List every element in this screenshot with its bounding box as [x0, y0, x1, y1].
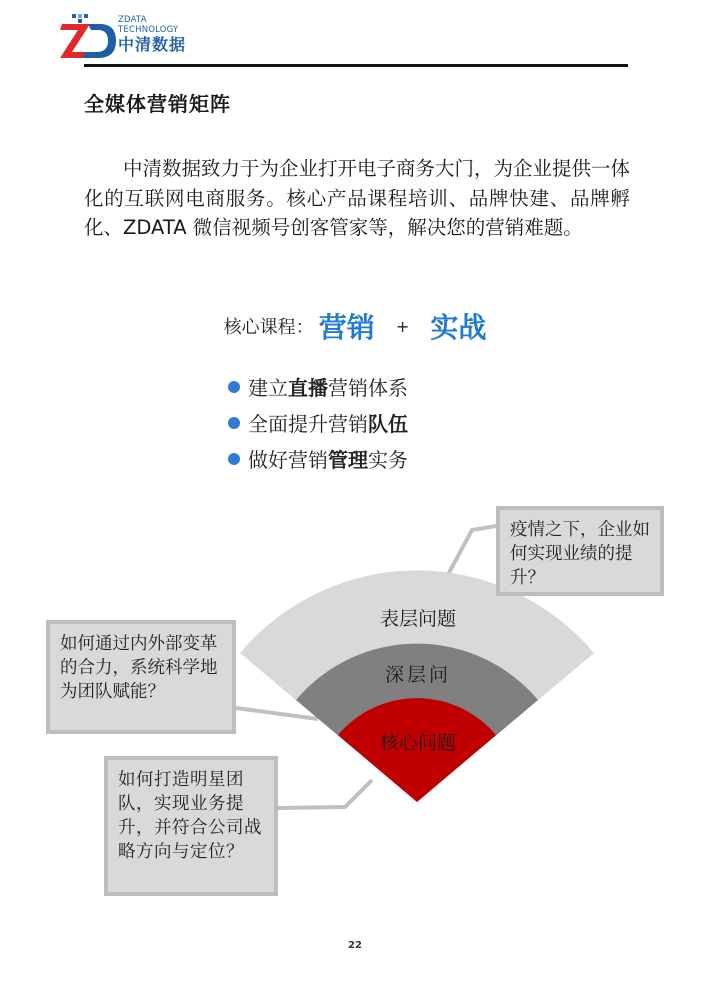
callout-box-left: 如何通过内外部变革的合力，系统科学地为团队赋能？ [46, 620, 236, 734]
callout-box-top: 疫情之下，企业如何实现业绩的提升？ [496, 506, 664, 596]
fan-label-surface: 表层问题 [379, 608, 457, 630]
bullet-item: 建立直播营销体系 [228, 370, 408, 406]
connector-line-left [236, 708, 318, 719]
logo-text [118, 16, 186, 53]
bullet-item: 全面提升营销队伍 [228, 406, 408, 442]
bullet-dot-icon [228, 453, 240, 465]
connector-line-bottom [278, 780, 372, 808]
core-course-label: 核心课程： [223, 317, 314, 338]
page-number: 22 [348, 940, 362, 951]
bullet-item: 做好营销管理实务 [228, 442, 408, 478]
connector-line-top [445, 526, 496, 580]
core-bullet-list [228, 370, 408, 478]
core-course-line [0, 306, 710, 346]
bullet-dot-icon [228, 381, 240, 393]
section-title: 全媒体营销矩阵 [84, 92, 231, 116]
header-divider [84, 64, 628, 67]
core-key-practice: 实战 [430, 311, 487, 344]
logo-en-line2: TECHNOLOGY [118, 24, 179, 35]
intro-paragraph: 中清数据致力于为企业打开电子商务大门，为企业提供一体化的互联网电商服务。核心产品课程培训、品牌快建、品牌孵化、ZDATA 微信视频号创客管家等，解决您的营销难题。 [84, 157, 631, 239]
core-key-marketing: 营销 [318, 311, 375, 344]
callout-box-bottom: 如何打造明星团队，实现业务提升，并符合公司战略方向与定位？ [104, 756, 278, 896]
bullet-dot-icon [228, 417, 240, 429]
fan-label-deep: 深层问 [384, 664, 452, 686]
logo-mark-icon [58, 12, 118, 62]
core-plus-sign: + [395, 316, 410, 336]
logo-en-line1: ZDATA [118, 15, 147, 25]
fan-label-core: 核心问题 [379, 732, 457, 754]
logo-cn-name: 中清数据 [118, 35, 187, 54]
